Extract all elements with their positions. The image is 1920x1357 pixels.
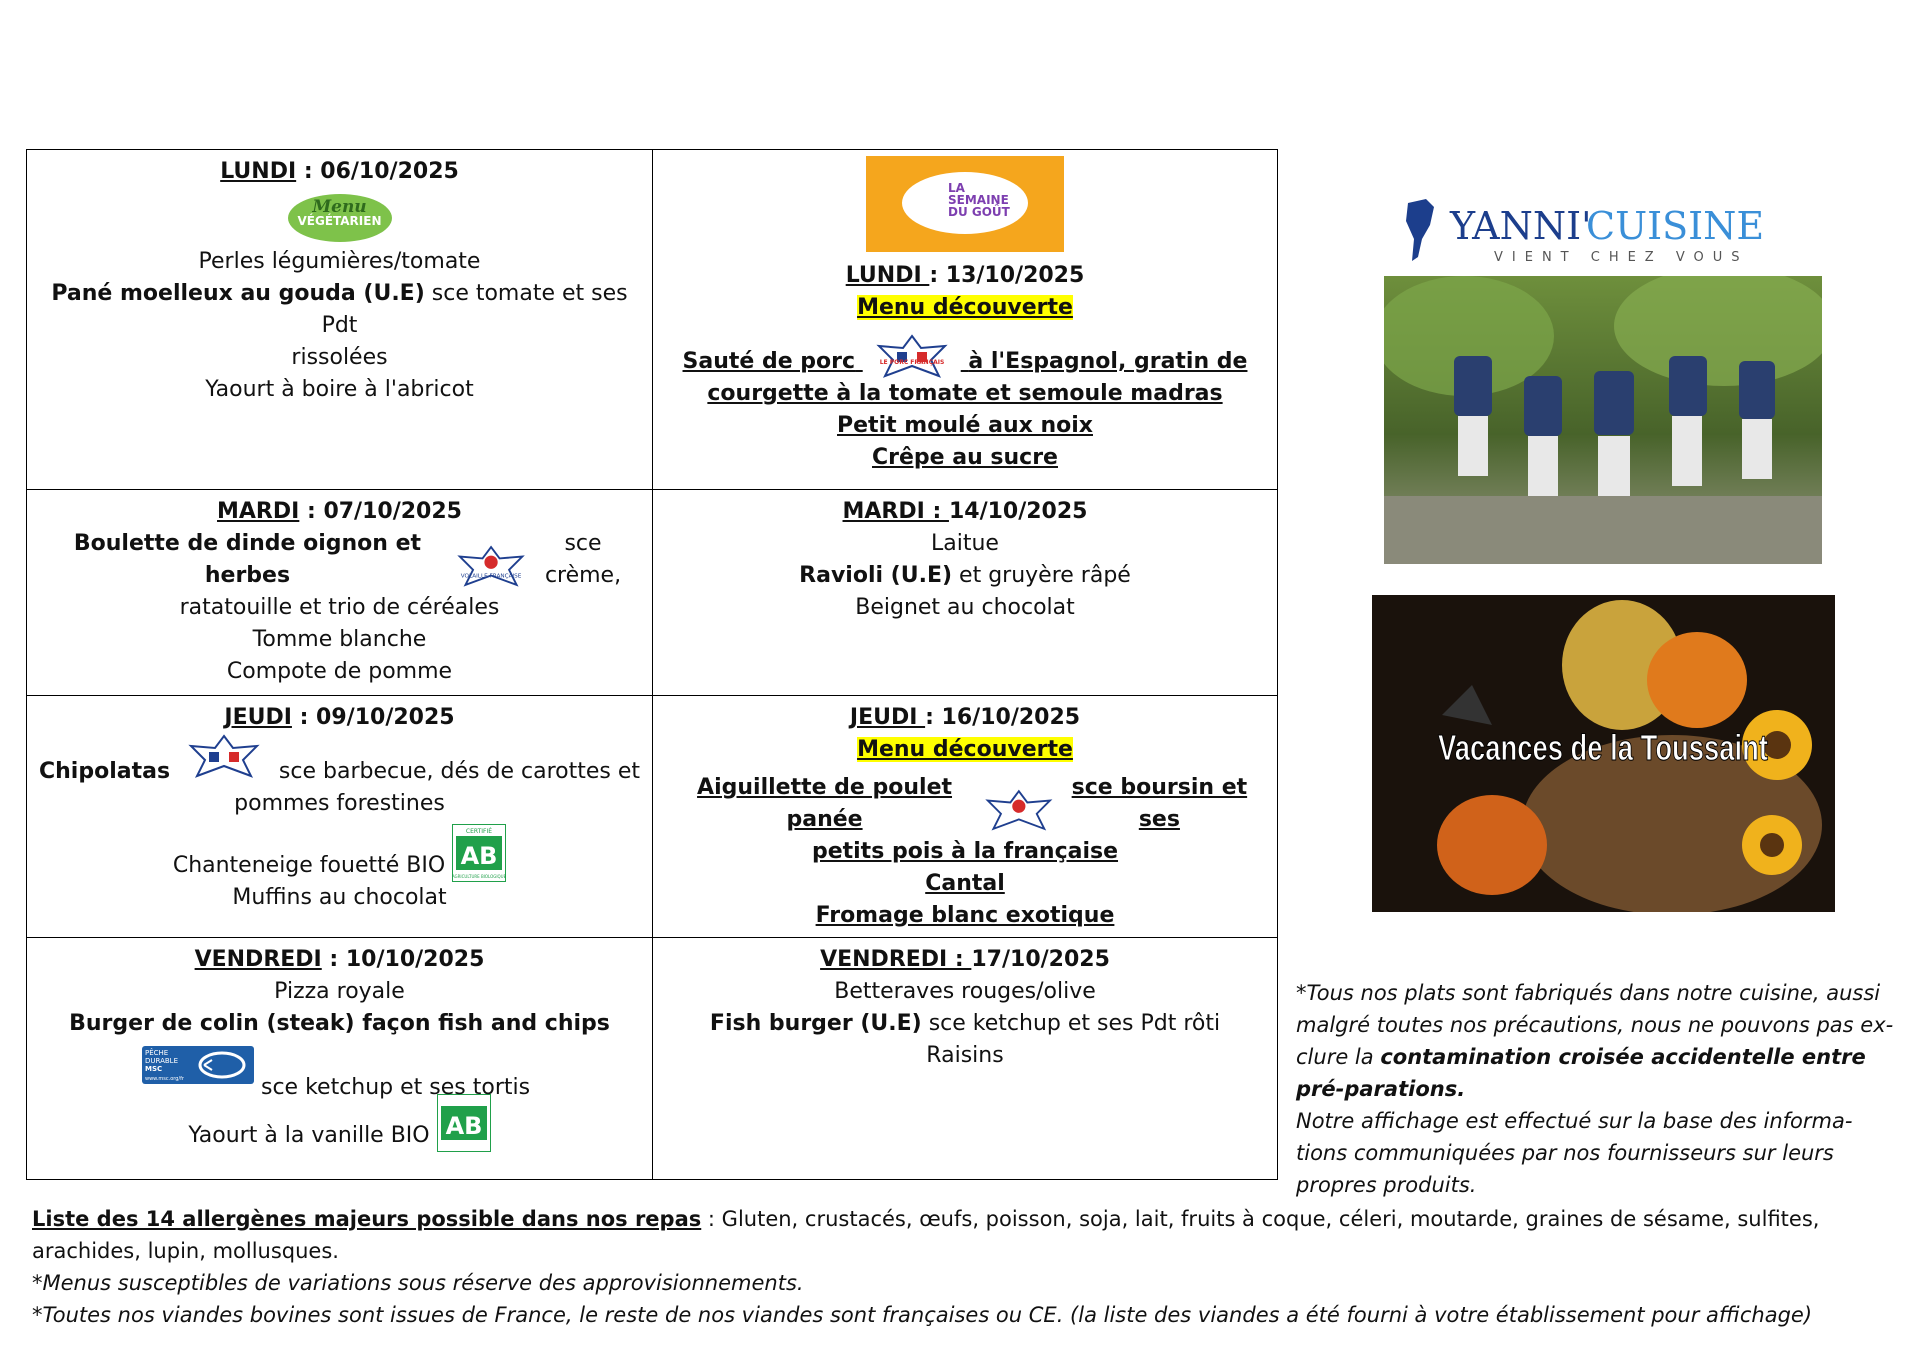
menu-highlight: Menu découverte (857, 295, 1073, 320)
allergen-footer (32, 1203, 1892, 1331)
day-header: VENDREDI : 10/10/2025 (194, 947, 485, 972)
yanni-cuisine-logo (1404, 195, 1804, 273)
svg-text:DURABLE: DURABLE (145, 1057, 179, 1065)
menu-line: Betteraves rouges/olive (834, 979, 1096, 1004)
menu-line: pommes forestines (234, 791, 445, 816)
menu-line: Yaourt à boire à l'abricot (205, 377, 474, 402)
menu-line: Ravioli (U.E) et gruyère râpé (799, 563, 1131, 588)
menu-line: petits pois à la française (811, 839, 1119, 864)
svg-text:CUISINE: CUISINE (1586, 204, 1765, 248)
menu-table (26, 149, 1278, 1180)
svg-text:AB: AB (445, 1112, 483, 1140)
vegetarian-menu-logo: Menu VÉGÉTARIEN (288, 194, 392, 242)
cell-lundi-06 (27, 150, 653, 490)
allergen-list: : Gluten, crustacés, œufs, poisson, soja, lait, fruits à coque, céleri, moutarde, graines de sésame, sulfites, arachides, lupin, mollusques. (32, 1207, 1820, 1263)
day-header: VENDREDI : 17/10/2025 (820, 947, 1110, 972)
porc-francais-icon (187, 734, 261, 778)
volaille-francaise-icon (984, 788, 1054, 832)
svg-text:MSC: MSC (145, 1065, 163, 1073)
menu-line: courgette à la tomate et semoule madras (707, 381, 1223, 406)
menu-line: Raisins (926, 1043, 1004, 1068)
day-header: JEUDI : 09/10/2025 (224, 705, 455, 730)
kitchen-note: *Tous nos plats sont fabriqués dans notre cuisine, aussi malgré toutes nos précautions, nous ne pouvons pas ex-clure la contamination croisée accidentelle entre pré-parations. Notre affichage est effectué sur la base des informa-tions communiquées par nos fournisseurs sur leurs propres produits. (1296, 981, 1894, 1197)
menu-line: Fish burger (U.E) sce ketchup et ses Pdt rôti (709, 1011, 1221, 1036)
cell-vendredi-17 (653, 938, 1277, 1179)
cell-jeudi-16 (653, 696, 1277, 938)
cell-lundi-13 (653, 150, 1277, 490)
footer-note: *Toutes nos viandes bovines sont issues de France, le reste de nos viandes sont françaises ou CE. (la liste des viandes a été fourni à votre établissement pour affichage) (32, 1303, 1813, 1327)
svg-text:YANNI': YANNI' (1450, 204, 1592, 248)
svg-text:LE PORC FRANÇAIS: LE PORC FRANÇAIS (879, 359, 945, 366)
svg-text:VIENT CHEZ VOUS: VIENT CHEZ VOUS (1494, 250, 1749, 265)
volaille-francaise-icon (456, 544, 526, 588)
cell-vendredi-10 (27, 938, 653, 1179)
day-header: LUNDI : 06/10/2025 (220, 159, 459, 184)
menu-line: Pané moelleux au gouda (U.E) sce tomate et ses Pdt (51, 281, 628, 338)
menu-line: Chanteneige fouetté BIO CERTIFIÉ AB AGRICULTURE BIOLOGIQUE (39, 824, 640, 882)
menu-line: Boulette de dinde oignon et herbes VOLAILLE FRANÇAISE sce crème, (73, 531, 622, 588)
menu-line: Pizza royale (274, 979, 405, 1004)
menu-line: Fromage blanc exotique (815, 903, 1115, 928)
menu-line: Aiguillette de poulet panée sce boursin et ses (697, 775, 1248, 832)
menu-line: Perles légumières/tomate (198, 249, 481, 274)
cell-mardi-14 (653, 490, 1277, 696)
day-header: MARDI : 07/10/2025 (217, 499, 462, 524)
svg-text:VOLAILLE FRANÇAISE: VOLAILLE FRANÇAISE (460, 573, 522, 580)
svg-text:www.msc.org/fr: www.msc.org/fr (145, 1076, 184, 1082)
day-header: MARDI : 14/10/2025 (842, 499, 1088, 524)
menu-line: Chipolatas sce barbecue, dés de carottes et (39, 734, 640, 788)
menu-line: Laitue (931, 531, 999, 556)
menu-line: Crêpe au sucre (872, 445, 1058, 470)
agriculture-bio-icon (437, 1094, 491, 1152)
msc-peche-durable-icon (142, 1046, 254, 1084)
menu-line: ratatouille et trio de céréales (179, 595, 500, 620)
svg-text:Vacances de la Toussaint: Vacances de la Toussaint (1438, 727, 1769, 768)
menu-line: Yaourt à la vanille BIO AB (39, 1094, 640, 1152)
day-header: JEUDI : 16/10/2025 (849, 705, 1081, 730)
semaine-du-gout-logo: LA SEMAINE DU GOÛT (866, 156, 1064, 252)
svg-text:AGRICULTURE BIOLOGIQUE: AGRICULTURE BIOLOGIQUE (452, 874, 507, 879)
menu-highlight: Menu découverte (857, 737, 1073, 762)
menu-line: Sauté de porc LE PORC FRANÇAIS à l'Espagnol, gratin de (665, 334, 1265, 378)
cell-mardi-07 (27, 490, 653, 696)
menu-line: Compote de pomme (226, 659, 453, 684)
menu-line: Cantal (925, 871, 1005, 896)
menu-line: Petit moulé aux noix (837, 413, 1093, 438)
agriculture-bio-icon (452, 824, 506, 882)
day-header: LUNDI : 13/10/2025 (845, 263, 1085, 288)
menu-line: Burger de colin (steak) façon fish and chips (69, 1011, 610, 1036)
menu-line: Beignet au chocolat (855, 595, 1075, 620)
porc-francais-icon (875, 334, 949, 378)
svg-text:CERTIFIÉ: CERTIFIÉ (466, 828, 493, 835)
allergen-title: Liste des 14 allergènes majeurs possible dans nos repas (32, 1207, 702, 1231)
cell-jeudi-09 (27, 696, 653, 938)
footer-note: *Menus susceptibles de variations sous réserve des approvisionnements. (32, 1271, 804, 1295)
menu-line: Muffins au chocolat (232, 885, 447, 910)
svg-text:AB: AB (460, 842, 498, 870)
svg-text:PÊCHE: PÊCHE (145, 1049, 169, 1057)
vacances-toussaint-image (1372, 595, 1835, 912)
menu-line: Tomme blanche (252, 627, 427, 652)
menu-line: PÊCHE DURABLE MSC www.msc.org/fr sce ketchup et ses tortis (39, 1046, 640, 1084)
children-jumping-photo (1384, 276, 1822, 564)
menu-line: rissolées (291, 345, 388, 370)
